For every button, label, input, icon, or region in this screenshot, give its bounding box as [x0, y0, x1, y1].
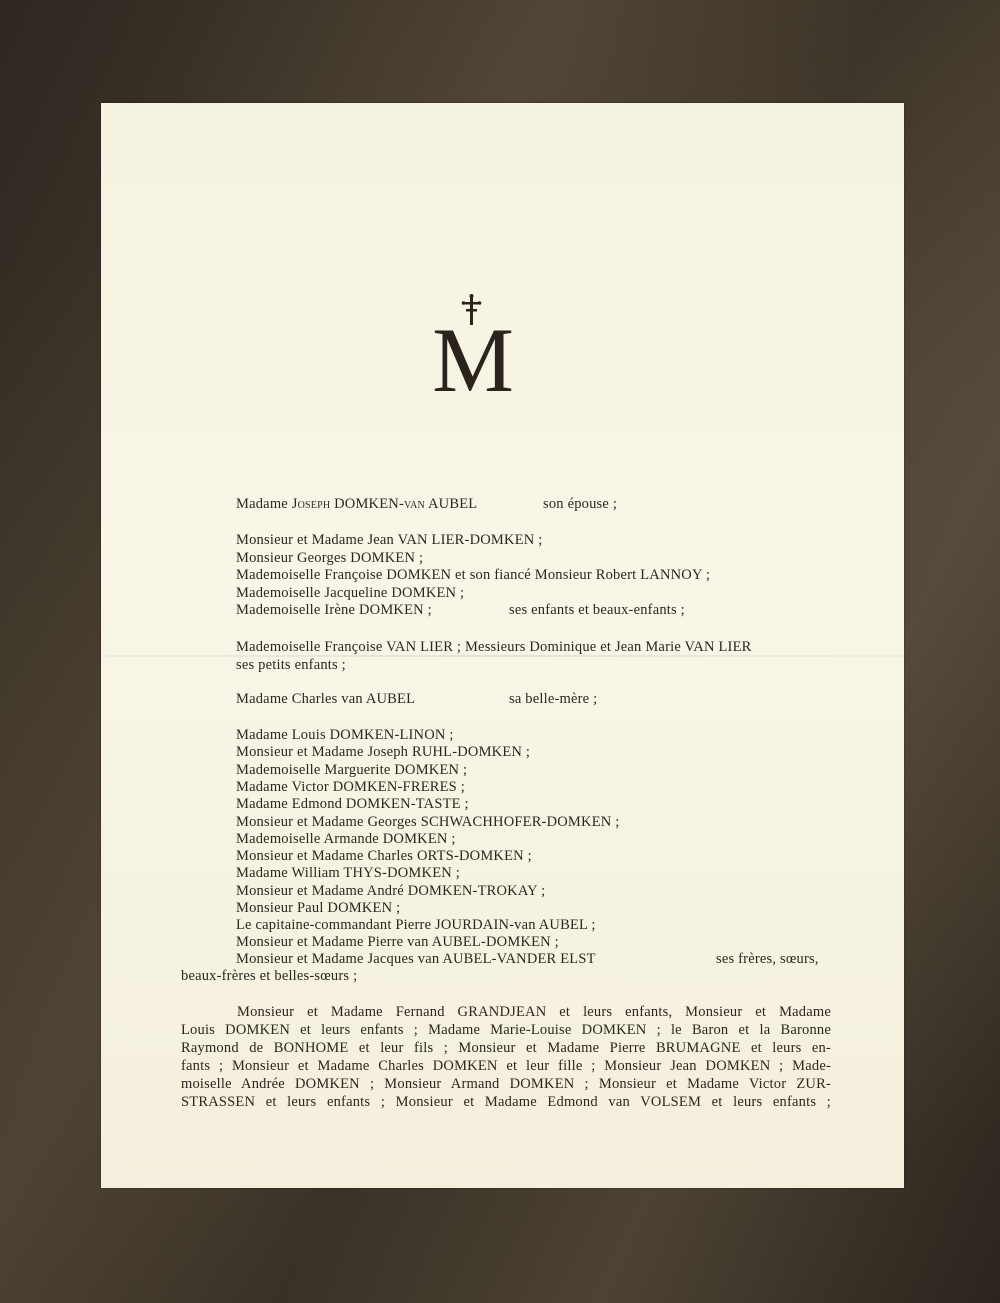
child-line-4: Mademoiselle Jacqueline DOMKEN ;: [236, 585, 465, 601]
spouse-line: [236, 495, 477, 513]
sibling-line-12: Le capitaine-commandant Pierre JOURDAIN-van AUBEL ;: [236, 917, 596, 933]
extended-line-5: moiselle Andrée DOMKEN ; Monsieur Armand DOMKEN ; Monsieur et Madame Victor ZUR-: [181, 1076, 831, 1092]
sibling-line-3: Mademoiselle Marguerite DOMKEN ;: [236, 762, 468, 778]
monogram-letter: M: [432, 309, 514, 403]
extended-line-2: Louis DOMKEN et leurs enfants ; Madame Marie-Louise DOMKEN ; le Baron et la Baronne: [181, 1022, 831, 1038]
extended-line-1: Monsieur et Madame Fernand GRANDJEAN et leurs enfants, Monsieur et Madame: [237, 1004, 831, 1020]
sibling-line-9: Madame William THYS-DOMKEN ;: [236, 865, 460, 881]
announcement-sheet: [101, 103, 904, 1188]
children-relation: ses enfants et beaux-enfants ;: [509, 602, 685, 618]
sibling-line-4: Madame Victor DOMKEN-FRERES ;: [236, 779, 465, 795]
child-line-2: Monsieur Georges DOMKEN ;: [236, 550, 424, 566]
sibling-line-7: Mademoiselle Armande DOMKEN ;: [236, 831, 456, 847]
grandchildren-relation: ses petits enfants ;: [236, 657, 346, 673]
spouse-relation: son épouse ;: [543, 496, 618, 512]
monogram-logo: [423, 293, 523, 403]
sibling-line-2: Monsieur et Madame Joseph RUHL-DOMKEN ;: [236, 744, 531, 760]
spouse-surname: DOMKEN-: [330, 496, 404, 512]
sibling-line-13: Monsieur et Madame Pierre van AUBEL-DOMKEN ;: [236, 934, 559, 950]
mother-in-law-relation: sa belle-mère ;: [509, 691, 598, 707]
sibling-line-8: Monsieur et Madame Charles ORTS-DOMKEN ;: [236, 848, 532, 864]
child-line-1: Monsieur et Madame Jean VAN LIER-DOMKEN ;: [236, 532, 543, 548]
grandchildren-line: Mademoiselle Françoise VAN LIER ; Messieurs Dominique et Jean Marie VAN LIER: [236, 639, 752, 655]
extended-line-6: STRASSEN et leurs enfants ; Monsieur et Madame Edmond van VOLSEM et leurs enfants ;: [181, 1094, 831, 1110]
siblings-relation-2: beaux-frères et belles-sœurs ;: [181, 968, 358, 984]
extended-line-4: fants ; Monsieur et Madame Charles DOMKEN et leur fille ; Monsieur Jean DOMKEN ; Made-: [181, 1058, 831, 1074]
extended-line-3: Raymond de BONHOME et leur fils ; Monsieur et Madame Pierre BRUMAGNE et leurs en-: [181, 1040, 831, 1056]
child-line-3: Mademoiselle Françoise DOMKEN et son fiancé Monsieur Robert LANNOY ;: [236, 567, 711, 583]
spouse-particle: van: [404, 496, 425, 512]
mother-in-law-line: Madame Charles van AUBEL: [236, 691, 416, 707]
spouse-prefix: Madame: [236, 496, 292, 512]
sibling-line-5: Madame Edmond DOMKEN-TASTE ;: [236, 796, 469, 812]
sibling-line-6: Monsieur et Madame Georges SCHWACHHOFER-DOMKEN ;: [236, 814, 620, 830]
sibling-line-1: Madame Louis DOMKEN-LINON ;: [236, 727, 454, 743]
spouse-surname2: AUBEL: [424, 496, 478, 512]
sibling-line-14: Monsieur et Madame Jacques van AUBEL-VANDER ELST: [236, 951, 596, 967]
siblings-relation: ses frères, sœurs,: [716, 951, 819, 967]
spouse-firstname: Joseph: [291, 496, 331, 512]
child-line-5: Mademoiselle Irène DOMKEN ;: [236, 602, 432, 618]
sibling-line-10: Monsieur et Madame André DOMKEN-TROKAY ;: [236, 883, 546, 899]
sibling-line-11: Monsieur Paul DOMKEN ;: [236, 900, 401, 916]
